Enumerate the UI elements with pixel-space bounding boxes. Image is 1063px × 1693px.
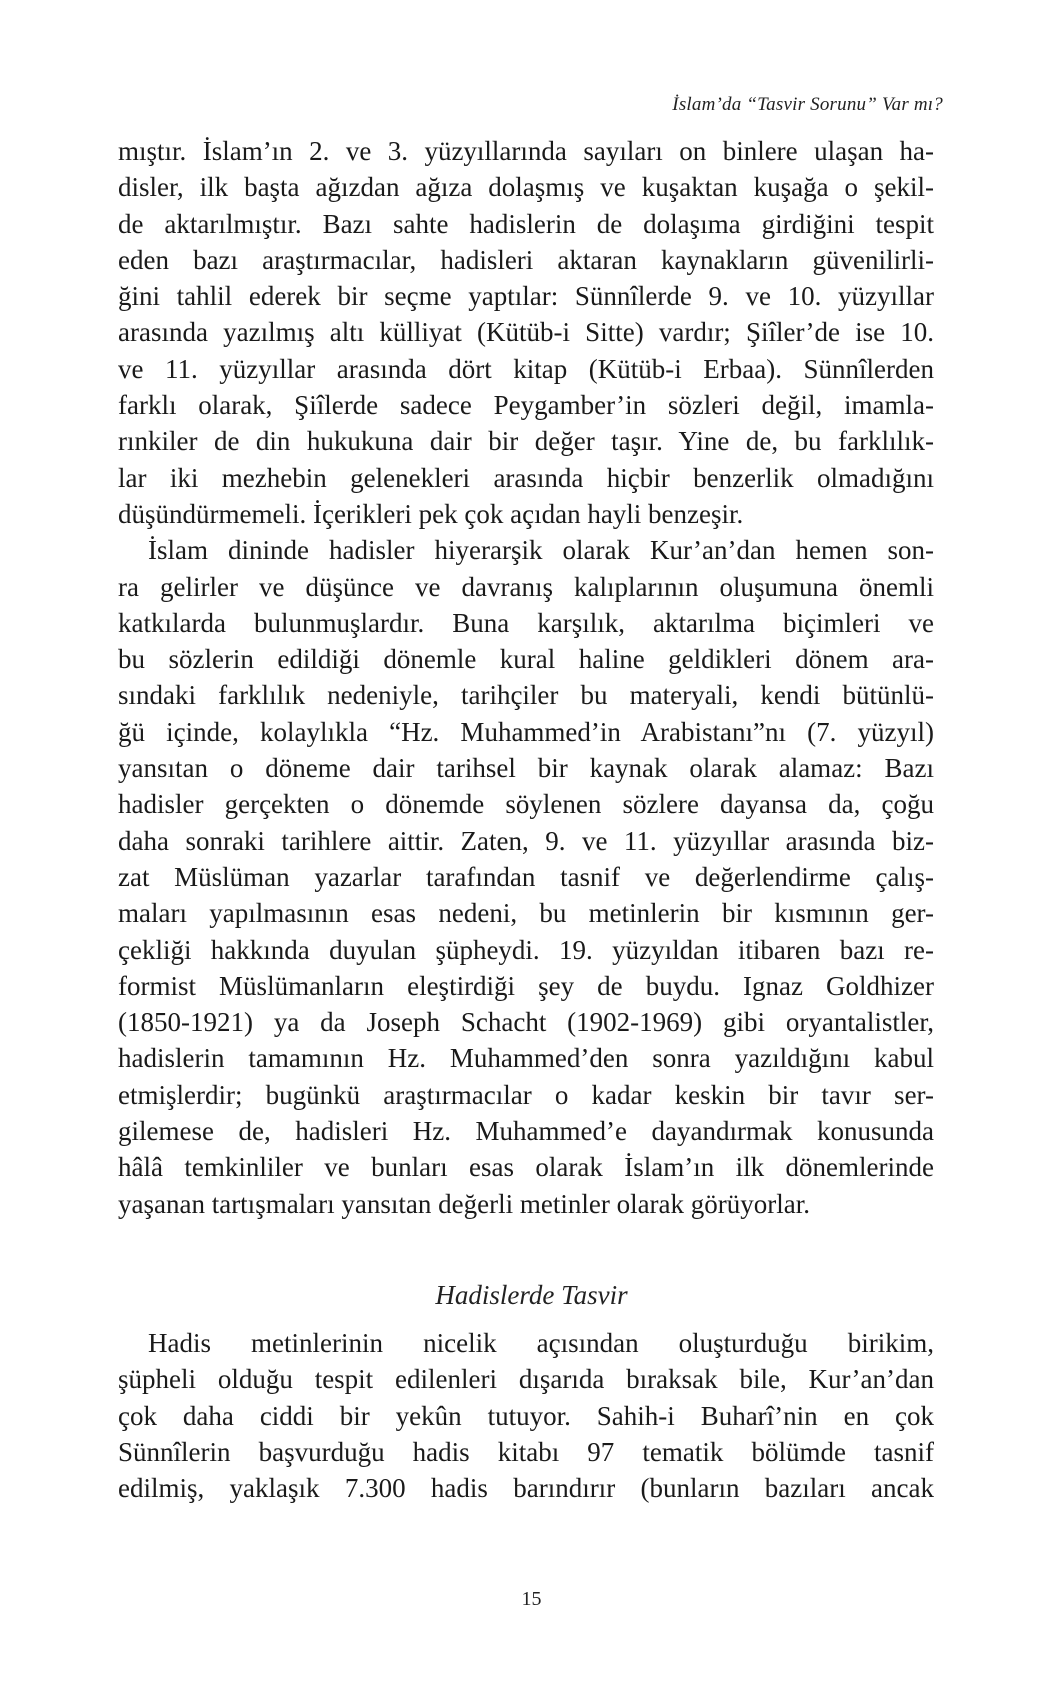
text-line: maları yapılmasının esas nedeni, bu metinlerin bir kısmının ger-	[118, 898, 934, 929]
text-line: ğini tahlil ederek bir seçme yaptılar: Sünnîlerde 9. ve 10. yüzyıllar	[118, 281, 934, 312]
text-line: hâlâ temkinliler ve bunları esas olarak İslam’ın ilk dönemlerinde	[118, 1152, 934, 1183]
text-line: İslam dininde hadisler hiyerarşik olarak Kur’an’dan hemen son-	[148, 535, 934, 566]
text-line: hadisler gerçekten o dönemde söylenen sözlere dayansa da, çoğu	[118, 789, 934, 820]
text-line: lar iki mezhebin gelenekleri arasında hiçbir benzerlik olmadığını	[118, 462, 934, 493]
text-line: etmişlerdir; bugünkü araştırmacılar o kadar keskin bir tavır ser-	[118, 1079, 934, 1110]
section-heading: Hadislerde Tasvir	[435, 1280, 628, 1310]
text-line: farklı olarak, Şiîlerde sadece Peygamber’in sözleri değil, imamla-	[118, 390, 934, 421]
text-line: rınkiler de din hukukuna dair bir değer taşır. Yine de, bu farklılık-	[118, 426, 934, 457]
text-line: şüpheli olduğu tespit edilenleri dışarıda bıraksak bile, Kur’an’dan	[118, 1364, 934, 1395]
text-line: yansıtan o döneme dair tarihsel bir kaynak olarak alamaz: Bazı	[118, 753, 934, 784]
text-line: ğü içinde, kolaylıkla “Hz. Muhammed’in Arabistanı”nı (7. yüzyıl)	[118, 716, 934, 747]
page-number: 15	[521, 1588, 542, 1610]
section-body-text	[118, 1325, 934, 1506]
text-line: (1850-1921) ya da Joseph Schacht (1902-1969) gibi oryantalistler,	[118, 1007, 934, 1038]
text-line: hadislerin tamamının Hz. Muhammed’den sonra yazıldığını kabul	[118, 1043, 934, 1074]
paragraph-2	[118, 532, 934, 1222]
text-line: de aktarılmıştır. Bazı sahte hadislerin de dolaşıma girdiğini tespit	[118, 208, 934, 239]
text-line: sındaki farklılık nedeniyle, tarihçiler bu materyali, kendi bütünlü-	[118, 680, 934, 711]
running-header: İslam’da “Tasvir Sorunu” Var mı?	[672, 94, 943, 115]
text-line: zat Müslüman yazarlar tarafından tasnif ve değerlendirme çalış-	[118, 861, 934, 892]
text-line: bu sözlerin edildiği dönemle kural haline geldikleri dönem ara-	[118, 644, 934, 675]
text-line: Sünnîlerin başvurduğu hadis kitabı 97 tematik bölümde tasnif	[118, 1436, 934, 1467]
text-line: çok daha ciddi bir yekûn tutuyor. Sahih-i Buharî’nin en çok	[118, 1400, 934, 1431]
text-line: arasında yazılmış altı külliyat (Kütüb-i Sitte) vardır; Şiîler’de ise 10.	[118, 317, 934, 348]
text-line: ve 11. yüzyıllar arasında dört kitap (Kütüb-i Erbaa). Sünnîlerden	[118, 353, 934, 384]
text-line: yaşanan tartışmaları yansıtan değerli metinler olarak görüyorlar.	[118, 1188, 810, 1219]
text-line: düşündürmemeli. İçerikleri pek çok açıdan hayli benzeşir.	[118, 498, 744, 529]
text-line: disler, ilk başta ağızdan ağıza dolaşmış ve kuşaktan kuşağa o şekil-	[118, 172, 934, 203]
text-line: eden bazı araştırmacılar, hadisleri aktaran kaynakların güvenilirli-	[118, 244, 934, 275]
text-line: formist Müslümanların eleştirdiği şey de buydu. Ignaz Goldhizer	[118, 970, 934, 1001]
text-line: daha sonraki tarihlere aittir. Zaten, 9. ve 11. yüzyıllar arasında biz-	[118, 825, 934, 856]
text-line: Hadis metinlerinin nicelik açısından oluşturduğu birikim,	[148, 1328, 934, 1358]
paragraph-1	[118, 133, 934, 532]
text-line: ra gelirler ve düşünce ve davranış kalıplarının oluşumuna önemli	[118, 571, 934, 602]
text-line: edilmiş, yaklaşık 7.300 hadis barındırır (bunların bazıları ancak	[118, 1473, 934, 1504]
text-line: çekliği hakkında duyulan şüpheydi. 19. yüzyıldan itibaren bazı re-	[118, 934, 934, 965]
text-line: mıştır. İslam’ın 2. ve 3. yüzyıllarında sayıları on binlere ulaşan ha-	[118, 136, 934, 166]
text-line: katkılarda bulunmuşlardır. Buna karşılık, aktarılma biçimleri ve	[118, 607, 934, 638]
body-text	[118, 133, 934, 1222]
text-line: gilemese de, hadisleri Hz. Muhammed’e dayandırmak konusunda	[118, 1116, 934, 1147]
